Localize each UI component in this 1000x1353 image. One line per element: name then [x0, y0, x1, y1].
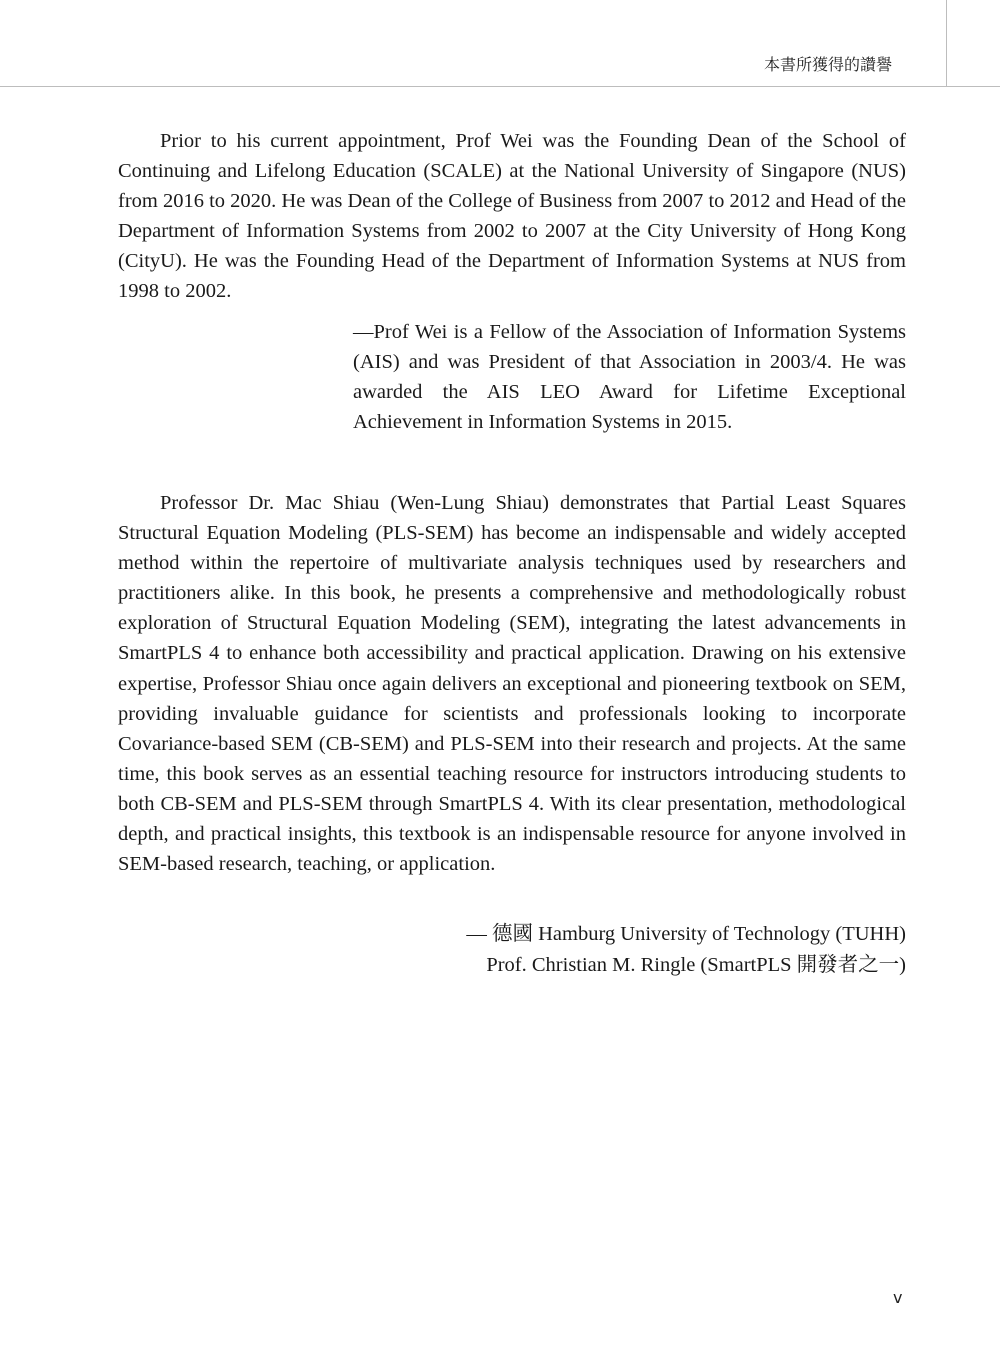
header-vertical-divider — [946, 0, 947, 86]
page-number: v — [893, 1288, 903, 1307]
paragraph-shiau-endorsement: Professor Dr. Mac Shiau (Wen-Lung Shiau) demonstrates that Partial Least Squares Structural Equation Modeling (PLS-SEM) has become an indispensable and widely accepted method within the repertoire of multivariate analysis techniques used by researchers and practitioners alike. In this book, he presents a comprehensive and methodologically robust exploration of Structural Equation Modeling (SEM), integrating the latest advancements in SmartPLS 4 to enhance both accessibility and practical application. Drawing on his extensive expertise, Professor Shiau once again delivers an exceptional and pioneering textbook on SEM, providing invaluable guidance for scientists and professionals looking to incorporate Covariance-based SEM (CB-SEM) and PLS-SEM into their research and projects. At the same time, this book serves as an essential teaching resource for instructors introducing students to both CB-SEM and PLS-SEM through SmartPLS 4. With its clear presentation, methodological depth, and practical insights, this textbook is an indispensable resource for anyone involved in SEM-based research, teaching, or application. — [118, 492, 906, 876]
quote-prof-wei-fellow: —Prof Wei is a Fellow of the Association of Information Systems (AIS) and was President of that Association in 2003/4. He was awarded the AIS LEO Award for Lifetime Exceptional Achievement in Information Systems in 2015. — [353, 321, 906, 434]
attribution-affiliation: — 德國 Hamburg University of Technology (TUHH) — [466, 923, 906, 945]
endorsement-attribution — [466, 919, 906, 981]
header-horizontal-rule — [0, 86, 1000, 87]
paragraph-prof-wei-background: Prior to his current appointment, Prof Wei was the Founding Dean of the School of Continuing and Lifelong Education (SCALE) at the National University of Singapore (NUS) from 2016 to 2020. He was Dean of the College of Business from 2007 to 2012 and Head of the Department of Information Systems from 2002 to 2007 at the City University of Hong Kong (CityU). He was the Founding Head of the Department of Information Systems at NUS from 1998 to 2002. — [118, 130, 906, 303]
running-head: 本書所獲得的讚譽 — [763, 55, 892, 74]
attribution-name: Prof. Christian M. Ringle (SmartPLS 開發者之一) — [486, 954, 906, 976]
